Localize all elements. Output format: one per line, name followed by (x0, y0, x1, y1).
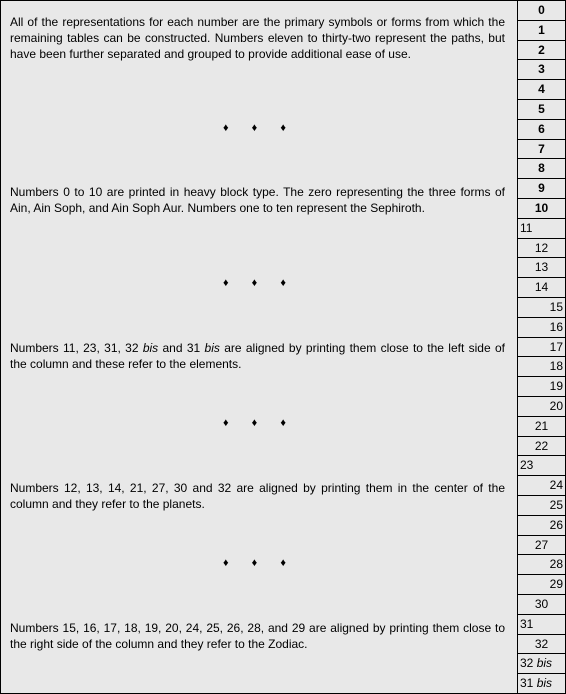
number-cell (518, 654, 565, 674)
number-value: 28 (549, 557, 563, 571)
number-cell (518, 674, 565, 694)
number-cell (518, 239, 565, 258)
number-value: 0 (538, 3, 545, 17)
number-value: 17 (549, 340, 563, 354)
number-value: 4 (538, 82, 545, 96)
number-value: 13 (534, 260, 549, 274)
number-cell (518, 417, 565, 437)
paragraph-elements-text-b: and 31 (158, 341, 205, 355)
number-cell (518, 536, 565, 555)
number-cell (518, 357, 565, 377)
separator-1: ♦ ♦ ♦ (223, 122, 296, 134)
paragraph-sephiroth-text: Numbers 0 to 10 are printed in heavy block type. The zero representing the three forms of Ain, Ain Soph, and Ain Soph Aur. Numbers one to ten represent the Sephiroth. (10, 185, 505, 215)
number-value: 25 (549, 498, 563, 512)
number-cell (518, 397, 565, 417)
number-value: 10 (534, 201, 549, 215)
separator-4: ♦ ♦ ♦ (223, 557, 296, 569)
paragraph-elements-text-a: Numbers 11, 23, 31, 32 (10, 341, 143, 355)
number-value: 8 (538, 161, 545, 175)
paragraph-intro-text: All of the representations for each number are the primary symbols or forms from which the remaining tables can be constructed. Numbers eleven to thirty-two represent the paths, but have been further separated and grouped to provide additional ease of use. (10, 15, 505, 61)
number-value: 16 (549, 320, 563, 334)
number-value: 7 (538, 142, 545, 156)
number-value: 20 (549, 399, 563, 413)
number-value: 19 (549, 379, 563, 393)
number-cell (518, 179, 565, 199)
number-value: 32 (534, 637, 549, 651)
paragraph-zodiac (10, 620, 505, 652)
number-cell (518, 456, 565, 476)
number-cell (518, 437, 565, 456)
number-cell (518, 575, 565, 595)
number-value: 6 (538, 122, 545, 136)
number-value: 12 (534, 241, 549, 255)
number-value: 29 (549, 577, 563, 591)
bis-suffix: bis (536, 676, 553, 690)
number-cell (518, 159, 565, 179)
bis-suffix: bis (536, 656, 553, 670)
number-cell (518, 21, 565, 41)
number-value: 1 (538, 23, 545, 37)
bis-italic: bis (204, 341, 220, 355)
number-cell (518, 278, 565, 298)
number-cell (518, 595, 565, 615)
number-value: 15 (549, 300, 563, 314)
number-cell (518, 476, 565, 496)
number-value: 14 (534, 280, 549, 294)
number-value: 32 (520, 656, 534, 670)
paragraph-planets (10, 480, 505, 512)
number-value: 26 (549, 518, 563, 532)
number-value: 24 (549, 478, 563, 492)
number-value: 31 (520, 676, 534, 690)
number-value: 22 (534, 439, 549, 453)
number-cell (518, 635, 565, 654)
number-cell (518, 80, 565, 100)
number-cell (518, 100, 565, 120)
number-value: 2 (538, 43, 545, 57)
number-value: 5 (538, 102, 545, 116)
number-cell (518, 41, 565, 60)
number-cell (518, 516, 565, 536)
number-value: 3 (538, 62, 545, 76)
text-column (1, 1, 518, 693)
separator-2: ♦ ♦ ♦ (223, 277, 296, 289)
number-value: 30 (534, 597, 549, 611)
paragraph-intro (10, 14, 505, 62)
number-cell (518, 1, 565, 21)
number-cell (518, 496, 565, 516)
number-cell (518, 555, 565, 575)
number-value: 11 (520, 221, 533, 235)
paragraph-elements-text-c: are aligned by printing them close to the left side of the column and these refer to the elements. (10, 341, 505, 371)
bis-italic: bis (142, 341, 159, 355)
number-value: 31 (520, 617, 534, 631)
paragraph-zodiac-text: Numbers 15, 16, 17, 18, 19, 20, 24, 25, 26, 28, and 29 are aligned by printing them close to the right side of the column and they refer to the Zodiac. (10, 621, 505, 651)
number-cell (518, 615, 565, 635)
number-cell (518, 258, 565, 278)
number-value: 21 (534, 419, 549, 433)
number-value: 18 (549, 359, 563, 373)
paragraph-planets-text: Numbers 12, 13, 14, 21, 27, 30 and 32 are aligned by printing them in the center of the column and they refer to the planets. (10, 481, 505, 511)
number-cell (518, 318, 565, 338)
number-column (518, 1, 565, 693)
number-cell (518, 60, 565, 80)
number-cell (518, 338, 565, 357)
number-value: 9 (538, 181, 545, 195)
number-cell (518, 120, 565, 140)
paragraph-sephiroth (10, 184, 505, 216)
separator-3: ♦ ♦ ♦ (223, 417, 296, 429)
number-cell (518, 298, 565, 318)
paragraph-elements (10, 340, 505, 372)
number-value: 27 (534, 538, 549, 552)
number-cell (518, 199, 565, 219)
number-cell (518, 219, 565, 239)
number-cell (518, 377, 565, 397)
number-cell (518, 140, 565, 159)
number-value: 23 (520, 458, 534, 472)
